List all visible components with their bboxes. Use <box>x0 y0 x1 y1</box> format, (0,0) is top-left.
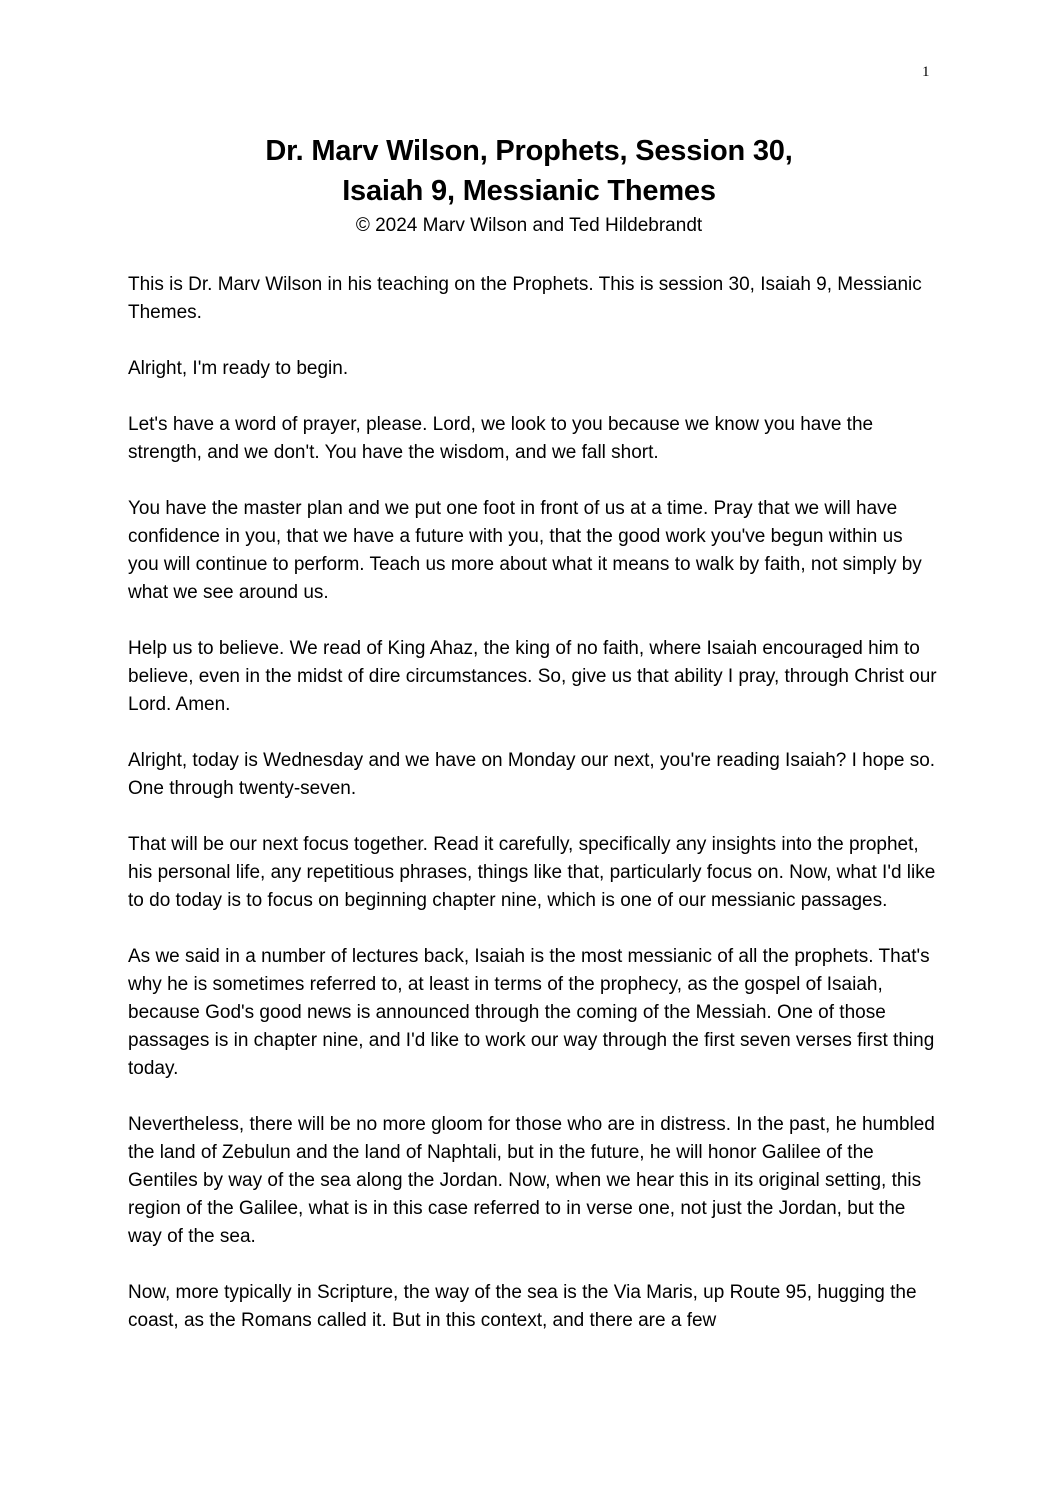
paragraph: This is Dr. Marv Wilson in his teaching on the Prophets. This is session 30, Isaiah 9, Messianic Themes. <box>128 274 922 323</box>
paragraph: Alright, today is Wednesday and we have on Monday our next, you're reading Isaiah? I hope so. One through twenty-seven. <box>128 750 936 799</box>
paragraph: Nevertheless, there will be no more gloom for those who are in distress. In the past, he humbled the land of Zebulun and the land of Naphtali, but in the future, he will honor Galilee of the Gentiles by way of the sea along the Jordan. Now, when we hear this in its original setting, this region of the Galilee, what is in this case referred to in verse one, not just the Jordan, but the way of the sea. <box>128 1114 935 1247</box>
page-number: 1 <box>922 64 930 80</box>
paragraph: That will be our next focus together. Read it carefully, specifically any insights into the prophet, his personal life, any repetitious phrases, things like that, particularly focus on. Now, what I'd like to do today is to focus on beginning chapter nine, which is one of our messianic passages. <box>128 834 936 911</box>
document-title-line-2: Isaiah 9, Messianic Themes <box>342 175 716 207</box>
paragraph: Alright, I'm ready to begin. <box>128 358 349 379</box>
document-title-line-1: Dr. Marv Wilson, Prophets, Session 30, <box>265 135 793 167</box>
paragraph: Help us to believe. We read of King Ahaz, the king of no faith, where Isaiah encouraged him to believe, even in the midst of dire circumstances. So, give us that ability I pray, through Christ our Lord. Amen. <box>128 638 937 715</box>
title-block <box>0 131 1058 239</box>
transcript-body <box>128 271 938 1363</box>
paragraph: Let's have a word of prayer, please. Lord, we look to you because we know you have the strength, and we don't. You have the wisdom, and we fall short. <box>128 414 874 463</box>
copyright-notice: © 2024 Marv Wilson and Ted Hildebrandt <box>355 215 703 236</box>
paragraph: Now, more typically in Scripture, the way of the sea is the Via Maris, up Route 95, hugging the coast, as the Romans called it. But in this context, and there are a few <box>128 1282 917 1331</box>
paragraph: As we said in a number of lectures back, Isaiah is the most messianic of all the prophets. That's why he is sometimes referred to, at least in terms of the prophecy, as the gospel of Isaiah, because God's good news is announced through the coming of the Messiah. One of those passages is in chapter nine, and I'd like to work our way through the first seven verses first thing today. <box>128 946 935 1079</box>
paragraph: You have the master plan and we put one foot in front of us at a time. Pray that we will have confidence in you, that we have a future with you, that the good work you've begun within us you will continue to perform. Teach us more about what it means to walk by faith, not simply by what we see around us. <box>128 498 922 603</box>
